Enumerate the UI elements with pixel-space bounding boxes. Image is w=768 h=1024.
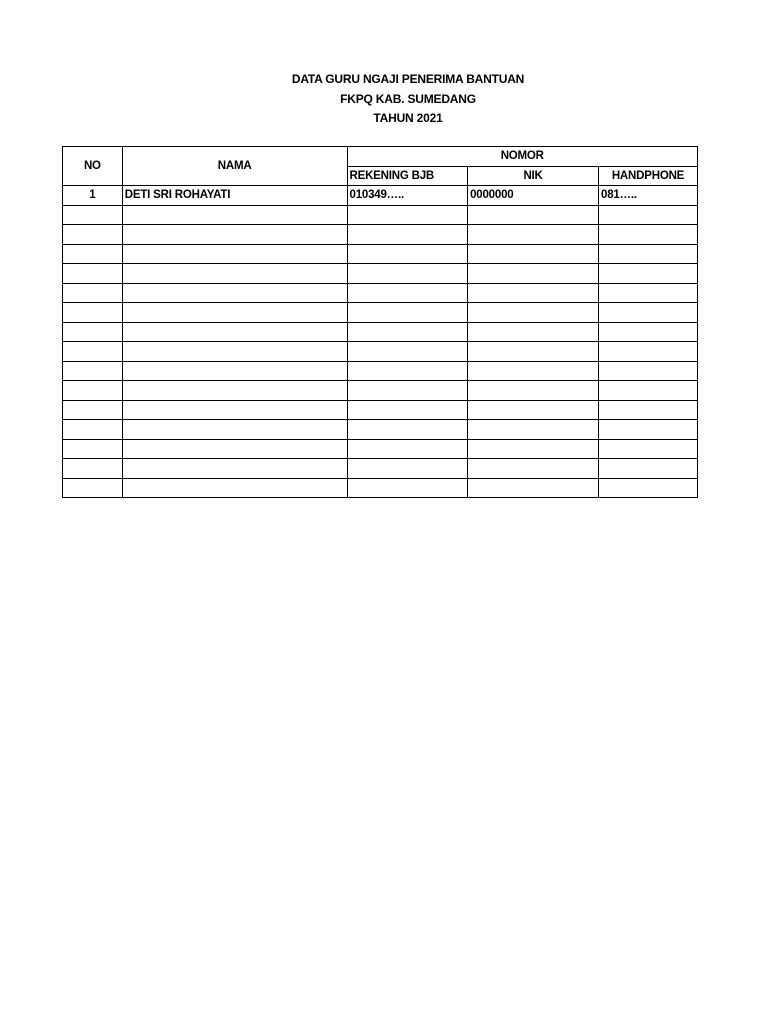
- table-row: [63, 205, 698, 225]
- document-title-block: [0, 70, 768, 129]
- cell-nama: [122, 381, 347, 401]
- cell-rekening: [347, 381, 468, 401]
- cell-nama: [122, 342, 347, 362]
- cell-handphone: [599, 225, 698, 245]
- header-no: NO: [63, 147, 123, 186]
- cell-handphone: [599, 381, 698, 401]
- table-row: [63, 283, 698, 303]
- cell-handphone: [599, 459, 698, 479]
- cell-nama: [122, 205, 347, 225]
- cell-no: [63, 400, 123, 420]
- cell-nama: [122, 225, 347, 245]
- header-nama: NAMA: [122, 147, 347, 186]
- cell-rekening: [347, 244, 468, 264]
- cell-handphone: [599, 439, 698, 459]
- header-rekening-bjb: REKENING BJB: [347, 166, 468, 186]
- table-body: [63, 186, 698, 498]
- cell-nama: DETI SRI ROHAYATI: [122, 186, 347, 206]
- header-handphone: HANDPHONE: [599, 166, 698, 186]
- cell-nik: [468, 264, 599, 284]
- cell-no: [63, 478, 123, 498]
- table-row: [63, 420, 698, 440]
- cell-nama: [122, 264, 347, 284]
- cell-no: [63, 205, 123, 225]
- cell-nama: [122, 244, 347, 264]
- title-line-3: TAHUN 2021: [373, 111, 443, 125]
- cell-handphone: [599, 322, 698, 342]
- title-line-2: FKPQ KAB. SUMEDANG: [340, 91, 476, 106]
- cell-handphone: [599, 205, 698, 225]
- cell-rekening: [347, 322, 468, 342]
- table-row: [63, 361, 698, 381]
- title-line-1: DATA GURU NGAJI PENERIMA BANTUAN: [291, 72, 525, 86]
- cell-no: [63, 459, 123, 479]
- cell-nama: [122, 459, 347, 479]
- cell-rekening: [347, 361, 468, 381]
- cell-nama: [122, 322, 347, 342]
- cell-no: [63, 381, 123, 401]
- table-row: [63, 342, 698, 362]
- cell-handphone: 081…..: [599, 186, 698, 206]
- cell-handphone: [599, 303, 698, 323]
- cell-nik: [468, 400, 599, 420]
- table-header: [63, 147, 698, 186]
- cell-rekening: [347, 283, 468, 303]
- table-row: [63, 381, 698, 401]
- cell-rekening: [347, 303, 468, 323]
- cell-no: [63, 225, 123, 245]
- cell-handphone: [599, 400, 698, 420]
- cell-handphone: [599, 361, 698, 381]
- table-row: [63, 322, 698, 342]
- cell-no: [63, 283, 123, 303]
- table-row: [63, 400, 698, 420]
- table-row: [63, 439, 698, 459]
- cell-nik: [468, 439, 599, 459]
- cell-nik: [468, 244, 599, 264]
- cell-rekening: [347, 478, 468, 498]
- table-row: [63, 264, 698, 284]
- cell-nik: [468, 420, 599, 440]
- cell-no: [63, 264, 123, 284]
- cell-no: [63, 342, 123, 362]
- cell-no: [63, 322, 123, 342]
- cell-handphone: [599, 342, 698, 362]
- cell-rekening: [347, 342, 468, 362]
- cell-nik: [468, 205, 599, 225]
- cell-no: [63, 420, 123, 440]
- cell-rekening: [347, 439, 468, 459]
- cell-nik: [468, 342, 599, 362]
- table-row: [63, 186, 698, 206]
- cell-nik: [468, 303, 599, 323]
- cell-no: [63, 361, 123, 381]
- table-row: [63, 303, 698, 323]
- cell-handphone: [599, 283, 698, 303]
- recipient-table: [62, 146, 698, 498]
- cell-rekening: [347, 420, 468, 440]
- cell-handphone: [599, 420, 698, 440]
- cell-rekening: 010349…..: [347, 186, 468, 206]
- table-row: [63, 459, 698, 479]
- cell-rekening: [347, 225, 468, 245]
- cell-nik: [468, 283, 599, 303]
- cell-nik: [468, 361, 599, 381]
- cell-nik: [468, 381, 599, 401]
- table-row: [63, 244, 698, 264]
- cell-rekening: [347, 400, 468, 420]
- table-row: [63, 225, 698, 245]
- cell-nama: [122, 478, 347, 498]
- cell-nama: [122, 420, 347, 440]
- cell-nik: 0000000: [468, 186, 599, 206]
- cell-nik: [468, 225, 599, 245]
- cell-nik: [468, 459, 599, 479]
- header-row-1: [63, 147, 698, 167]
- cell-nama: [122, 400, 347, 420]
- cell-no: [63, 303, 123, 323]
- cell-nik: [468, 322, 599, 342]
- cell-rekening: [347, 264, 468, 284]
- cell-nama: [122, 361, 347, 381]
- table-row: [63, 478, 698, 498]
- cell-handphone: [599, 478, 698, 498]
- cell-no: [63, 439, 123, 459]
- cell-handphone: [599, 244, 698, 264]
- cell-no: [63, 244, 123, 264]
- cell-no: 1: [63, 186, 123, 206]
- cell-nama: [122, 439, 347, 459]
- cell-nama: [122, 303, 347, 323]
- cell-rekening: [347, 459, 468, 479]
- cell-nama: [122, 283, 347, 303]
- cell-nik: [468, 478, 599, 498]
- cell-rekening: [347, 205, 468, 225]
- header-nomor: NOMOR: [347, 147, 698, 167]
- header-nik: NIK: [468, 166, 599, 186]
- cell-handphone: [599, 264, 698, 284]
